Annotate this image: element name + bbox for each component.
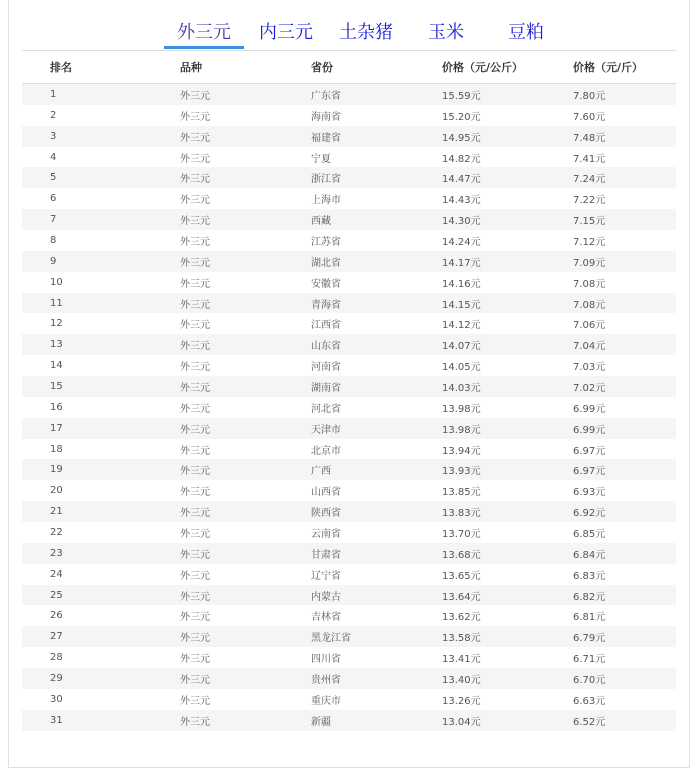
table-row (22, 334, 676, 355)
price-table-container (22, 51, 676, 731)
cell-rank: 18 (50, 443, 63, 455)
cell-province: 新疆 (311, 710, 442, 731)
cell-province: 上海市 (311, 195, 341, 207)
cell-rank: 27 (22, 626, 180, 647)
cell-breed: 外三元 (180, 445, 210, 457)
table-row (22, 126, 676, 147)
cell-price-jin: 6.85元 (573, 528, 606, 540)
table-row (22, 376, 676, 397)
cell-province: 吉林省 (311, 612, 341, 624)
cell-price-jin: 7.41元 (573, 153, 606, 165)
cell-province: 贵州省 (311, 668, 442, 689)
cell-price-kg: 13.04元 (442, 710, 573, 731)
cell-price-kg: 14.07元 (442, 334, 573, 355)
cell-rank: 16 (50, 401, 63, 413)
cell-rank: 5 (22, 167, 180, 188)
tab-dou-po[interactable]: 豆粕 (508, 22, 544, 43)
cell-price-jin: 7.03元 (573, 362, 606, 374)
tab-wai-san-yuan[interactable]: 外三元 (164, 19, 244, 49)
cell-rank: 7 (22, 209, 180, 230)
table-body (22, 84, 676, 731)
price-table (22, 51, 676, 731)
header-rank: 排名 (22, 51, 180, 84)
cell-price-jin: 6.92元 (573, 501, 676, 522)
header-price-jin: 价格（元/斤） (573, 51, 676, 84)
cell-price-kg: 14.12元 (442, 320, 481, 332)
cell-rank: 12 (50, 318, 63, 330)
cell-province: 北京市 (311, 445, 341, 457)
cell-breed: 外三元 (180, 626, 311, 647)
table-row (22, 668, 676, 689)
cell-price-kg: 13.94元 (442, 445, 481, 457)
cell-price-jin: 6.99元 (573, 403, 606, 415)
cell-price-kg: 13.93元 (442, 459, 573, 480)
cell-breed: 外三元 (180, 418, 311, 439)
cell-price-kg: 13.26元 (442, 695, 481, 707)
cell-breed: 外三元 (180, 695, 210, 707)
table-row (22, 564, 676, 585)
table-header-row (22, 51, 676, 84)
cell-price-jin: 6.63元 (573, 695, 606, 707)
cell-price-jin: 7.12元 (573, 236, 606, 248)
cell-province: 浙江省 (311, 167, 442, 188)
table-row (22, 605, 676, 626)
cell-province: 海南省 (311, 111, 341, 123)
table-row (22, 397, 676, 418)
cell-price-jin: 6.83元 (573, 570, 606, 582)
cell-price-kg: 14.05元 (442, 362, 481, 374)
cell-province: 广西 (311, 459, 442, 480)
cell-breed: 外三元 (180, 195, 210, 207)
cell-province: 西藏 (311, 209, 442, 230)
cell-province: 陕西省 (311, 501, 442, 522)
cell-price-jin: 7.08元 (573, 278, 606, 290)
table-row (22, 522, 676, 543)
table-row (22, 188, 676, 209)
cell-price-kg: 14.82元 (442, 153, 481, 165)
cell-price-kg: 13.62元 (442, 612, 481, 624)
tab-tu-za-zhu[interactable]: 土杂猪 (339, 22, 393, 43)
cell-price-jin: 7.22元 (573, 195, 606, 207)
cell-rank: 15 (22, 376, 180, 397)
cell-breed: 外三元 (180, 111, 210, 123)
table-row (22, 689, 676, 710)
cell-province: 河北省 (311, 403, 341, 415)
cell-price-kg: 13.85元 (442, 487, 481, 499)
cell-price-kg: 13.58元 (442, 626, 573, 647)
cell-breed: 外三元 (180, 585, 311, 606)
cell-rank: 31 (22, 710, 180, 731)
cell-rank: 23 (22, 543, 180, 564)
table-row (22, 84, 676, 105)
cell-price-jin: 6.99元 (573, 418, 676, 439)
cell-province: 四川省 (311, 654, 341, 666)
cell-price-kg: 15.59元 (442, 84, 573, 105)
cell-rank: 1 (22, 84, 180, 105)
cell-breed: 外三元 (180, 528, 210, 540)
table-row (22, 480, 676, 501)
cell-price-kg: 13.64元 (442, 585, 573, 606)
table-row (22, 209, 676, 230)
cell-rank: 4 (50, 151, 57, 163)
cell-province: 湖北省 (311, 251, 442, 272)
cell-price-jin: 6.79元 (573, 626, 676, 647)
header-price-kg: 价格（元/公斤） (442, 51, 573, 84)
cell-rank: 11 (22, 293, 180, 314)
cell-province: 辽宁省 (311, 570, 341, 582)
cell-province: 福建省 (311, 126, 442, 147)
cell-breed: 外三元 (180, 251, 311, 272)
cell-rank: 21 (22, 501, 180, 522)
cell-breed: 外三元 (180, 459, 311, 480)
cell-breed: 外三元 (180, 710, 311, 731)
cell-breed: 外三元 (180, 570, 210, 582)
cell-breed: 外三元 (180, 167, 311, 188)
cell-breed: 外三元 (180, 126, 311, 147)
cell-price-kg: 13.83元 (442, 501, 573, 522)
cell-breed: 外三元 (180, 320, 210, 332)
cell-rank: 6 (50, 193, 57, 205)
cell-rank: 13 (22, 334, 180, 355)
cell-province: 江西省 (311, 320, 341, 332)
cell-breed: 外三元 (180, 501, 311, 522)
cell-breed: 外三元 (180, 612, 210, 624)
cell-breed: 外三元 (180, 84, 311, 105)
table-row (22, 501, 676, 522)
table-row (22, 543, 676, 564)
cell-breed: 外三元 (180, 668, 311, 689)
cell-rank: 2 (50, 109, 57, 121)
cell-price-kg: 13.98元 (442, 403, 481, 415)
cell-rank: 9 (22, 251, 180, 272)
cell-rank: 30 (50, 693, 63, 705)
cell-price-kg: 13.65元 (442, 570, 481, 582)
cell-breed: 外三元 (180, 376, 311, 397)
cell-province: 甘肃省 (311, 543, 442, 564)
cell-price-jin: 7.80元 (573, 84, 676, 105)
cell-rank: 24 (50, 568, 63, 580)
cell-breed: 外三元 (180, 403, 210, 415)
cell-province: 安徽省 (311, 278, 341, 290)
cell-price-jin: 7.06元 (573, 320, 606, 332)
cell-province: 云南省 (311, 528, 341, 540)
table-row (22, 167, 676, 188)
cell-breed: 外三元 (180, 153, 210, 165)
cell-breed: 外三元 (180, 334, 311, 355)
cell-price-jin: 7.60元 (573, 111, 606, 123)
cell-rank: 10 (50, 276, 63, 288)
cell-price-jin: 6.93元 (573, 487, 606, 499)
table-row (22, 439, 676, 460)
table-row (22, 459, 676, 480)
table-row (22, 418, 676, 439)
cell-price-jin: 7.02元 (573, 376, 676, 397)
cell-price-kg: 14.17元 (442, 251, 573, 272)
table-row (22, 355, 676, 376)
cell-price-kg: 13.41元 (442, 654, 481, 666)
cell-province: 宁夏 (311, 153, 331, 165)
cell-rank: 3 (22, 126, 180, 147)
cell-rank: 20 (50, 485, 63, 497)
cell-province: 黑龙江省 (311, 626, 442, 647)
cell-price-kg: 14.47元 (442, 167, 573, 188)
cell-price-kg: 14.15元 (442, 293, 573, 314)
cell-breed: 外三元 (180, 487, 210, 499)
cell-rank: 17 (22, 418, 180, 439)
cell-price-kg: 14.30元 (442, 209, 573, 230)
cell-breed: 外三元 (180, 543, 311, 564)
cell-price-kg: 13.68元 (442, 543, 573, 564)
cell-rank: 14 (50, 360, 63, 372)
cell-price-jin: 6.70元 (573, 668, 676, 689)
cell-breed: 外三元 (180, 362, 210, 374)
cell-price-kg: 14.95元 (442, 126, 573, 147)
cell-rank: 25 (22, 585, 180, 606)
table-row (22, 147, 676, 168)
cell-breed: 外三元 (180, 293, 311, 314)
table-row (22, 272, 676, 293)
cell-price-kg: 14.03元 (442, 376, 573, 397)
cell-province: 广东省 (311, 84, 442, 105)
header-breed: 品种 (180, 51, 311, 84)
cell-price-jin: 7.24元 (573, 167, 676, 188)
cell-price-jin: 6.84元 (573, 543, 676, 564)
cell-breed: 外三元 (180, 654, 210, 666)
cell-province: 湖南省 (311, 376, 442, 397)
cell-breed: 外三元 (180, 278, 210, 290)
cell-price-jin: 6.82元 (573, 585, 676, 606)
cell-price-jin: 6.71元 (573, 654, 606, 666)
cell-price-jin: 7.09元 (573, 251, 676, 272)
table-row (22, 251, 676, 272)
cell-province: 天津市 (311, 418, 442, 439)
cell-province: 山东省 (311, 334, 442, 355)
cell-rank: 8 (50, 234, 57, 246)
table-row (22, 230, 676, 251)
table-row (22, 313, 676, 334)
cell-province: 青海省 (311, 293, 442, 314)
cell-province: 河南省 (311, 362, 341, 374)
cell-price-jin: 6.97元 (573, 459, 676, 480)
cell-province: 重庆市 (311, 695, 341, 707)
cell-breed: 外三元 (180, 236, 210, 248)
table-row (22, 293, 676, 314)
cell-price-jin: 6.52元 (573, 710, 676, 731)
cell-price-kg: 13.98元 (442, 418, 573, 439)
cell-rank: 26 (50, 610, 63, 622)
table-row (22, 710, 676, 731)
cell-price-jin: 6.81元 (573, 612, 606, 624)
cell-rank: 28 (50, 652, 63, 664)
cell-price-kg: 15.20元 (442, 111, 481, 123)
cell-price-jin: 7.15元 (573, 209, 676, 230)
cell-price-jin: 7.48元 (573, 126, 676, 147)
cell-price-kg: 14.43元 (442, 195, 481, 207)
cell-price-jin: 7.04元 (573, 334, 676, 355)
cell-price-kg: 13.70元 (442, 528, 481, 540)
cell-price-jin: 6.97元 (573, 445, 606, 457)
table-row (22, 585, 676, 606)
cell-price-jin: 7.08元 (573, 293, 676, 314)
cell-rank: 29 (22, 668, 180, 689)
cell-province: 江苏省 (311, 236, 341, 248)
table-row (22, 626, 676, 647)
header-province: 省份 (311, 51, 442, 84)
cell-rank: 22 (50, 526, 63, 538)
tab-yu-mi[interactable]: 玉米 (428, 22, 464, 43)
cell-province: 山西省 (311, 487, 341, 499)
cell-rank: 19 (22, 459, 180, 480)
cell-breed: 外三元 (180, 209, 311, 230)
table-row (22, 647, 676, 668)
cell-price-kg: 14.16元 (442, 278, 481, 290)
cell-price-kg: 14.24元 (442, 236, 481, 248)
tab-bar (22, 16, 676, 51)
tab-nei-san-yuan[interactable]: 内三元 (259, 22, 313, 43)
cell-province: 内蒙古 (311, 585, 442, 606)
cell-price-kg: 13.40元 (442, 668, 573, 689)
table-row (22, 105, 676, 126)
